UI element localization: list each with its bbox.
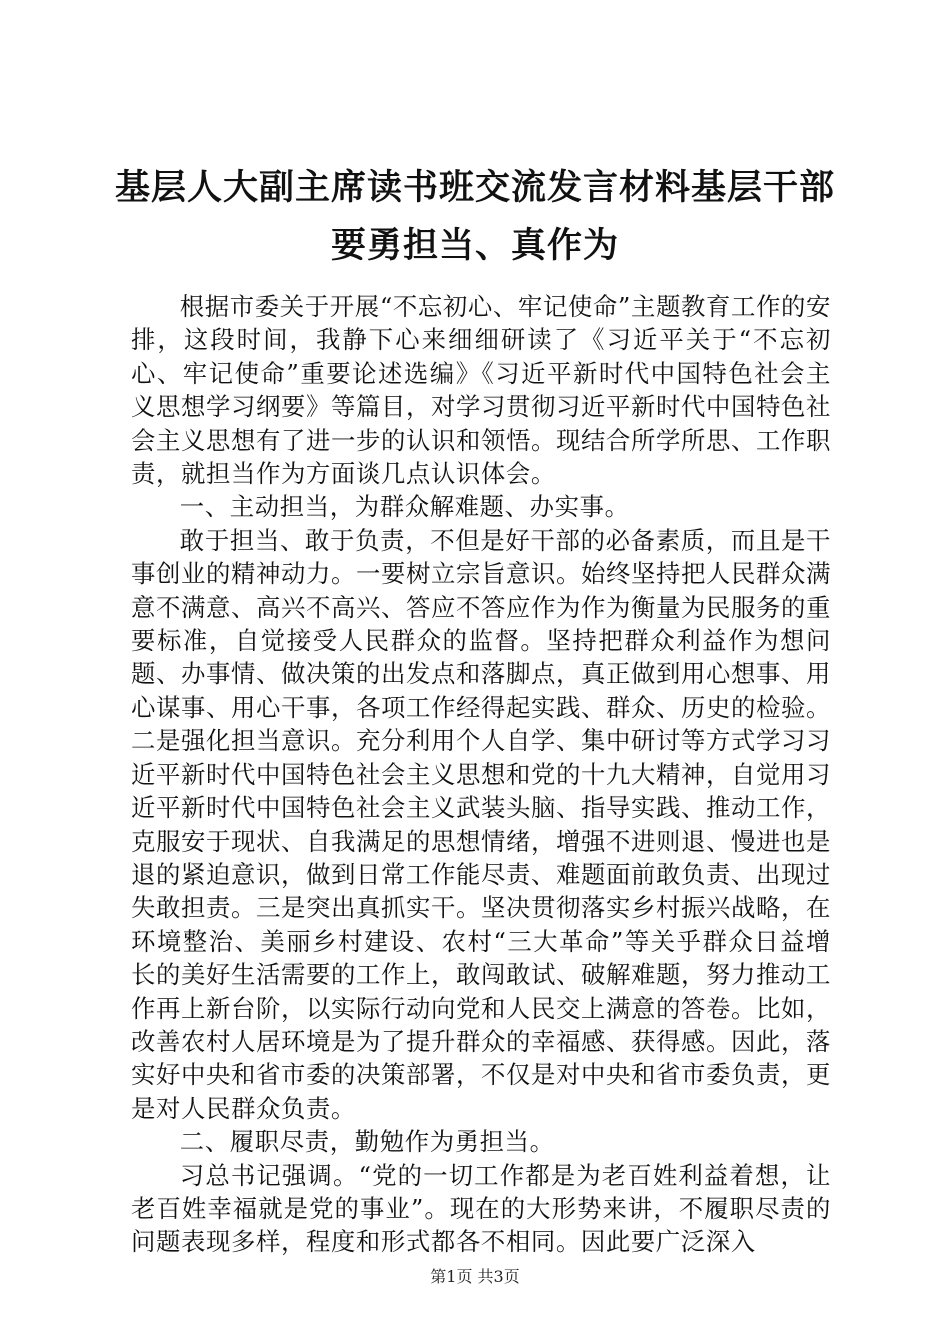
document-body [131, 290, 831, 1259]
section-heading-1: 一、主动担当，为群众解难题、办实事。 [179, 492, 630, 522]
paragraph-intro: 根据市委关于开展“不忘初心、牢记使命”主题教育工作的安排，这段时间，我静下心来细细研读了《习近平关于“不忘初心、牢记使命”重要论述选编》《习近平新时代中国特色社会主义思想学习纲要》等篇目，对学习贯彻习近平新时代中国特色社会主义思想有了进一步的认识和领悟。现结合所学所思、工作职责，就担当作为方面谈几点认识体会。 [131, 292, 831, 489]
document-title-line-1: 基层人大副主席读书班交流发言材料基层干部 [114, 168, 835, 208]
paragraph-section-2: 习总书记强调。“党的一切工作都是为老百姓利益着想，让老百姓幸福就是党的事业”。现在的大形势来讲，不履职尽责的问题表现多样，程度和形式都各不相同。因此要广泛深入 [131, 1160, 831, 1257]
page-footer: 第1页 共3页 [430, 1267, 520, 1286]
document-title-line-2: 要勇担当、真作为 [330, 226, 619, 266]
section-heading-2: 二、履职尽责，勤勉作为勇担当。 [179, 1127, 555, 1157]
paragraph-section-1: 敢于担当、敢于负责，不但是好干部的必备素质，而且是干事创业的精神动力。一要树立宗旨意识。始终坚持把人民群众满意不满意、高兴不高兴、答应不答应作为作为衡量为民服务的重要标准，自觉接受人民群众的监督。坚持把群众利益作为想问题、办事情、做决策的出发点和落脚点，真正做到用心想事、用心谋事、用心干事，各项工作经得起实践、群众、历史的检验。二是强化担当意识。充分利用个人自学、集中研讨等方式学习习近平新时代中国特色社会主义思想和党的十九大精神，自觉用习近平新时代中国特色社会主义武装头脑、指导实践、推动工作，克服安于现状、自我满足的思想情绪，增强不进则退、慢进也是退的紧迫意识，做到日常工作能尽责、难题面前敢负责、出现过失敢担责。三是突出真抓实干。坚决贯彻落实乡村振兴战略，在环境整治、美丽乡村建设、农村“三大革命”等关乎群众日益增长的美好生活需要的工作上，敢闯敢试、破解难题，努力推动工作再上新台阶，以实际行动向党和人民交上满意的答卷。比如，改善农村人居环境是为了提升群众的幸福感、获得感。因此，落实好中央和省市委的决策部署，不仅是对中央和省市委负责，更是对人民群众负责。 [131, 525, 831, 1123]
